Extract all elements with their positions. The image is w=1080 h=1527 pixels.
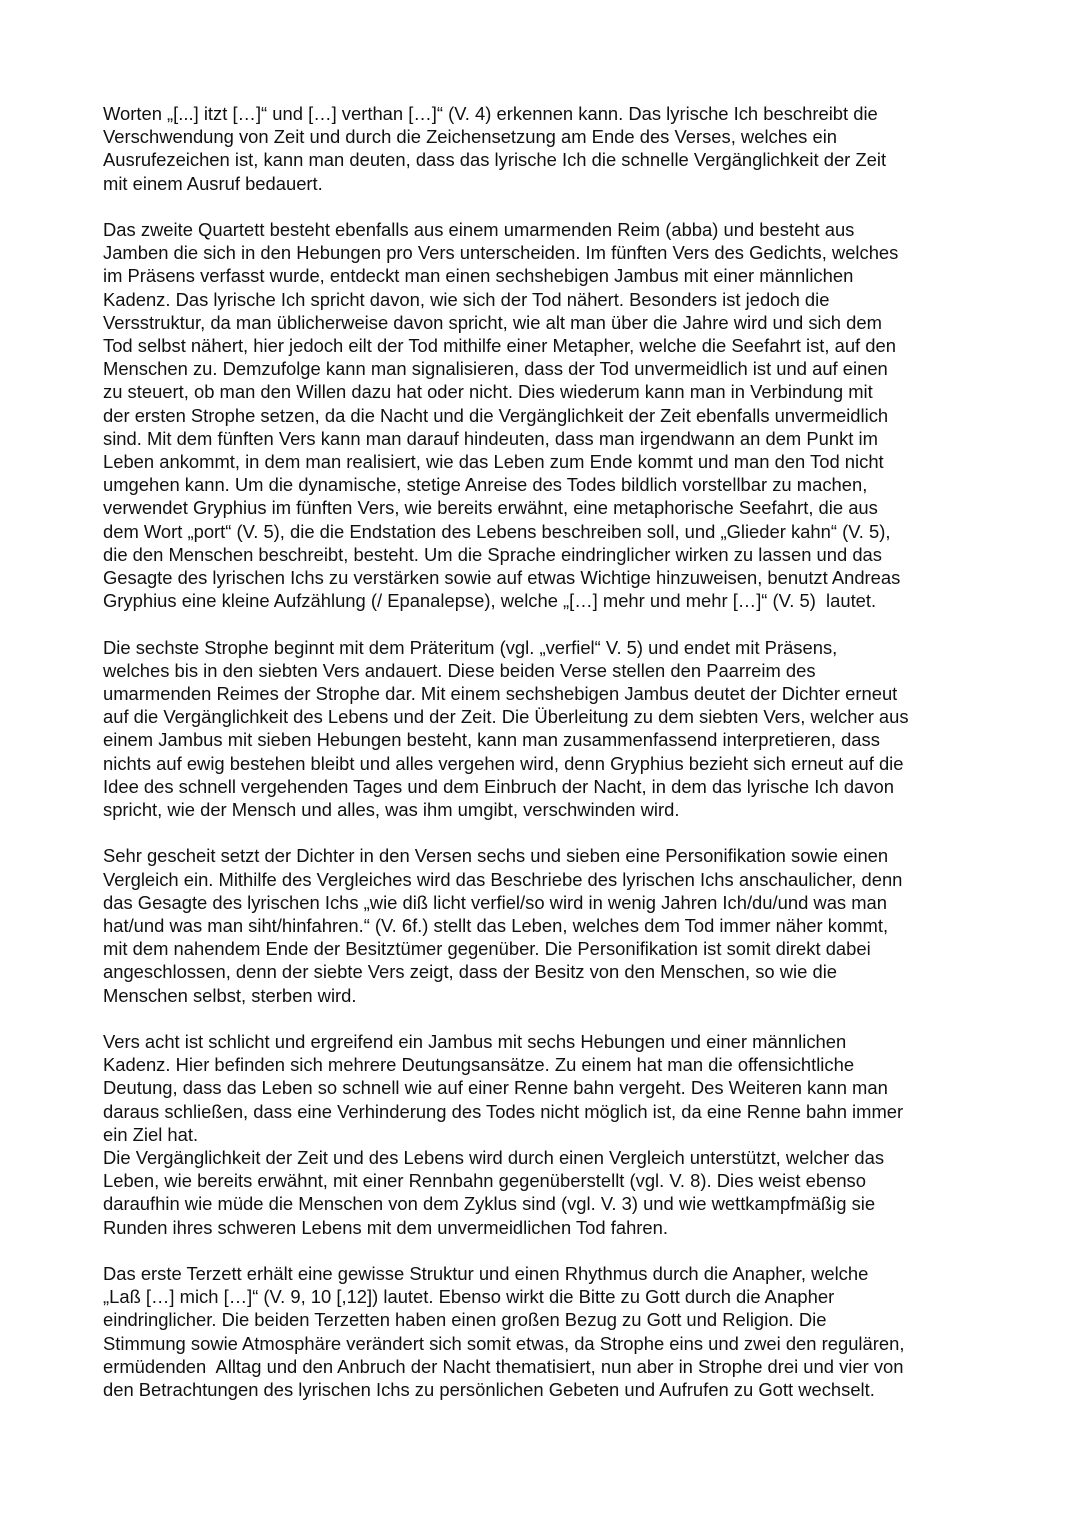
text-line: Verschwendung von Zeit und durch die Zeichensetzung am Ende des Verses, welches ein — [103, 126, 838, 148]
text-line: sind. Mit dem fünften Vers kann man darauf hindeuten, dass man irgendwann an dem Punkt im — [103, 427, 878, 449]
text-line: Ausrufezeichen ist, kann man deuten, dass das lyrische Ich die schnelle Vergänglichkeit der Zeit — [103, 149, 887, 171]
text-line: welches bis in den siebten Vers andauert. Diese beiden Verse stellen den Paarreim des — [103, 659, 816, 681]
text-line: Menschen zu. Demzufolge kann man signalisieren, dass der Tod unvermeidlich ist und auf einen — [103, 358, 888, 380]
text-line: im Präsens verfasst wurde, entdeckt man einen sechshebigen Jambus mit einer männlichen — [103, 265, 854, 287]
text-line: die den Menschen beschreibt, besteht. Um die Sprache eindringlicher wirken zu lassen und das — [103, 543, 882, 565]
text-line: mit einem Ausruf bedauert. — [103, 172, 323, 194]
paragraph — [103, 1262, 1003, 1401]
text-line: den Betrachtungen des lyrischen Ichs zu persönlichen Gebeten und Aufrufen zu Gott wechselt. — [103, 1379, 875, 1401]
text-line: auf die Vergänglichkeit des Lebens und der Zeit. Die Überleitung zu dem siebten Vers, welcher aus — [103, 706, 909, 728]
text-line: nichts auf ewig bestehen bleibt und alles vergehen wird, denn Gryphius bezieht sich erneut auf die — [103, 752, 904, 774]
text-line: mit dem nahendem Ende der Besitztümer gegenüber. Die Personifikation ist somit direkt dabei — [103, 938, 871, 960]
text-line: das Gesagte des lyrischen Ichs „wie diß licht verfiel/so wird in wenig Jahren Ich/du/und was man — [103, 891, 888, 913]
text-line: Gryphius eine kleine Aufzählung (/ Epanalepse), welche „[…] mehr und mehr […]“ (V. 5) lautet. — [103, 590, 877, 612]
text-line: daraus schließen, dass eine Verhinderung des Todes nicht möglich ist, da eine Renne bahn immer — [103, 1100, 904, 1122]
text-line: verwendet Gryphius im fünften Vers, wie bereits erwähnt, eine metaphorische Seefahrt, die aus — [103, 497, 878, 519]
text-line: Runden ihres schweren Lebens mit dem unvermeidlichen Tod fahren. — [103, 1216, 668, 1238]
text-line: „Laß […] mich […]“ (V. 9, 10 [,12]) lautet. Ebenso wirkt die Bitte zu Gott durch die Anapher — [103, 1286, 835, 1308]
paragraph — [103, 1146, 1003, 1239]
text-line: zu steuert, ob man den Willen dazu hat oder nicht. Dies wiederum kann man in Verbindung mit — [103, 381, 873, 403]
paragraph — [103, 844, 1003, 1006]
text-line: Leben, wie bereits erwähnt, mit einer Rennbahn gegenüberstellt (vgl. V. 8). Dies weist ebenso — [103, 1170, 866, 1192]
document-page — [103, 102, 1003, 1424]
text-line: Versstruktur, da man üblicherweise davon spricht, wie alt man über die Jahre wird und sich dem — [103, 311, 882, 333]
text-line: Sehr gescheit setzt der Dichter in den Versen sechs und sieben eine Personifikation sowie einen — [103, 845, 889, 867]
paragraph — [103, 102, 1003, 195]
text-line: Kadenz. Das lyrische Ich spricht davon, wie sich der Tod nähert. Besonders ist jedoch die — [103, 288, 830, 310]
text-line: Stimmung sowie Atmosphäre verändert sich somit etwas, da Strophe eins und zwei den regulären, — [103, 1332, 905, 1354]
text-line: Das erste Terzett erhält eine gewisse Struktur und einen Rhythmus durch die Anapher, welche — [103, 1263, 869, 1285]
text-line: Kadenz. Hier befinden sich mehrere Deutungsansätze. Zu einem hat man die offensichtliche — [103, 1054, 855, 1076]
text-line: Leben ankommt, in dem man realisiert, wie das Leben zum Ende kommt und man den Tod nicht — [103, 451, 884, 473]
text-line: Vergleich ein. Mithilfe des Vergleiches wird das Beschriebe des lyrischen Ichs anschaulicher, denn — [103, 868, 903, 890]
text-line: Idee des schnell vergehenden Tages und dem Einbruch der Nacht, in dem das lyrische Ich davon — [103, 775, 894, 797]
text-line: Worten „[...] itzt […]“ und […] verthan […]“ (V. 4) erkennen kann. Das lyrische Ich beschreibt die — [103, 103, 878, 124]
paragraph — [103, 1030, 1003, 1146]
text-line: Deutung, dass das Leben so schnell wie auf einer Renne bahn vergeht. Des Weiteren kann man — [103, 1077, 888, 1099]
text-line: daraufhin wie müde die Menschen von dem Zyklus sind (vgl. V. 3) und wie wettkampfmäßig sie — [103, 1193, 876, 1215]
paragraph — [103, 218, 1003, 612]
text-line: Vers acht ist schlicht und ergreifend ein Jambus mit sechs Hebungen und einer männlichen — [103, 1031, 847, 1053]
text-line: ermüdenden Alltag und den Anbruch der Nacht thematisiert, nun aber in Strophe drei und vier von — [103, 1355, 904, 1377]
text-line: umgehen kann. Um die dynamische, stetige Anreise des Todes bildlich vorstellbar zu machen, — [103, 474, 868, 496]
text-line: Tod selbst nähert, hier jedoch eilt der Tod mithilfe einer Metapher, welche die Seefahrt ist, auf den — [103, 335, 896, 357]
text-line: einem Jambus mit sieben Hebungen besteht, kann man zusammenfassend interpretieren, dass — [103, 729, 880, 751]
text-line: Gesagte des lyrischen Ichs zu verstärken sowie auf etwas Wichtige hinzuweisen, benutzt Andreas — [103, 567, 901, 589]
text-line: hat/und was man siht/hinfahren.“ (V. 6f.) stellt das Leben, welches dem Tod immer näher kommt, — [103, 915, 889, 937]
paragraph — [103, 636, 1003, 822]
text-line: angeschlossen, denn der siebte Vers zeigt, dass der Besitz von den Menschen, so wie die — [103, 961, 838, 983]
text-line: umarmenden Reimes der Strophe dar. Mit einem sechshebigen Jambus deutet der Dichter erneut — [103, 683, 898, 705]
text-line: Das zweite Quartett besteht ebenfalls aus einem umarmenden Reim (abba) und besteht aus — [103, 219, 855, 240]
text-line: spricht, wie der Mensch und alles, was ihm umgibt, verschwinden wird. — [103, 799, 680, 821]
text-line: Menschen selbst, sterben wird. — [103, 984, 357, 1006]
text-line: Die Vergänglichkeit der Zeit und des Lebens wird durch einen Vergleich unterstützt, welcher das — [103, 1147, 885, 1169]
text-line: Jamben die sich in den Hebungen pro Vers unterscheiden. Im fünften Vers des Gedichts, welches — [103, 242, 899, 264]
text-line: ein Ziel hat. — [103, 1123, 199, 1145]
text-line: Die sechste Strophe beginnt mit dem Präteritum (vgl. „verfiel“ V. 5) und endet mit Präsens, — [103, 636, 838, 658]
text-line: eindringlicher. Die beiden Terzetten haben einen großen Bezug zu Gott und Religion. Die — [103, 1309, 827, 1331]
text-line: dem Wort „port“ (V. 5), die die Endstation des Lebens beschreiben soll, und „Glieder kahn“ (V. 5), — [103, 520, 891, 542]
text-line: der ersten Strophe setzen, da die Nacht und die Vergänglichkeit der Zeit ebenfalls unvermeidlich — [103, 404, 889, 426]
